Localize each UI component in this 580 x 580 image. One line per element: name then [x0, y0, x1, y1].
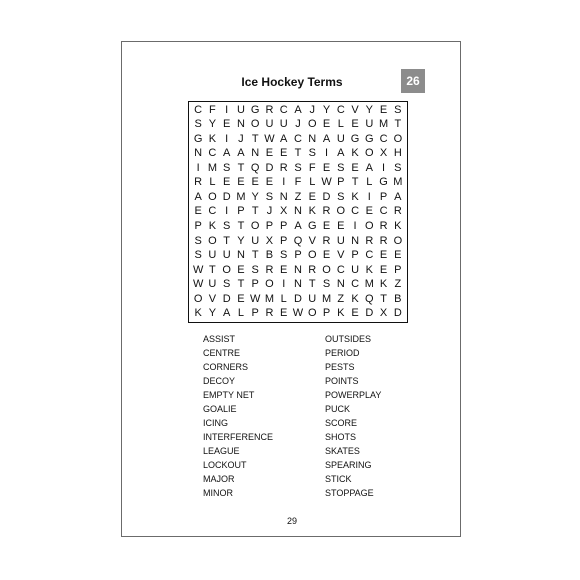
grid-cell: U — [208, 278, 217, 291]
puzzle-title: Ice Hockey Terms — [241, 75, 343, 89]
grid-cell: F — [308, 161, 316, 174]
grid-cell: T — [251, 205, 259, 218]
grid-cell: L — [209, 176, 216, 189]
grid-cell: I — [353, 220, 357, 233]
grid-cell: V — [351, 103, 359, 116]
grid-cell: B — [394, 292, 402, 305]
grid-cell: N — [294, 278, 302, 291]
word-list-item: PERIOD — [325, 348, 360, 358]
word-list-item: DECOY — [203, 376, 236, 386]
grid-cell: R — [265, 263, 274, 276]
grid-cell: E — [265, 147, 274, 160]
grid-cell: Z — [337, 292, 345, 305]
word-list-item: POINTS — [325, 376, 359, 386]
word-list-item: STICK — [325, 474, 352, 484]
grid-cell: G — [365, 132, 374, 145]
grid-cell: S — [394, 161, 402, 174]
grid-cell: E — [308, 190, 316, 203]
grid-cell: C — [208, 147, 217, 160]
grid-cell: C — [365, 249, 374, 262]
grid-cell: S — [194, 234, 202, 247]
word-list-item: SKATES — [325, 446, 360, 456]
grid-cell: K — [365, 263, 373, 276]
word-list-item: EMPTY NET — [203, 390, 255, 400]
grid-cell: W — [321, 176, 332, 189]
grid-cell: G — [350, 132, 360, 145]
grid-cell: S — [308, 147, 316, 160]
grid-cell: W — [292, 307, 304, 320]
grid-cell: E — [365, 205, 373, 218]
grid-cell: E — [379, 263, 388, 276]
grid-cell: M — [321, 292, 332, 305]
grid-cell: S — [194, 118, 202, 131]
grid-cell: A — [194, 190, 202, 203]
word-list — [122, 332, 462, 512]
grid-cell: E — [280, 147, 288, 160]
grid-cell: T — [237, 161, 245, 174]
grid-cell: N — [308, 132, 317, 145]
word-list-right-column — [325, 332, 381, 500]
grid-cell: C — [336, 103, 345, 116]
grid-cell: K — [394, 220, 402, 233]
grid-cell: U — [336, 132, 345, 145]
grid-cell: P — [379, 190, 388, 203]
grid-cell: K — [337, 307, 345, 320]
grid-cell: I — [324, 147, 329, 160]
grid-cell: E — [251, 176, 259, 189]
grid-cell: C — [294, 132, 302, 145]
grid-cell: G — [193, 132, 203, 145]
grid-cell: O — [208, 190, 217, 203]
grid-cell: K — [351, 190, 359, 203]
grid-cell: I — [367, 190, 371, 203]
grid-cell: C — [279, 103, 288, 116]
grid-cell: K — [208, 220, 217, 233]
grid-cell: E — [351, 161, 359, 174]
word-list-item: MAJOR — [203, 474, 235, 484]
grid-cell: A — [294, 103, 302, 116]
grid-cell: L — [309, 176, 316, 189]
grid-cell: T — [251, 132, 259, 145]
grid-cell: P — [251, 307, 259, 320]
grid-cell: E — [351, 118, 359, 131]
grid-cell: U — [351, 263, 360, 276]
grid-cell: T — [209, 263, 216, 276]
grid-cell: Y — [237, 234, 245, 247]
grid-cell: K — [308, 205, 316, 218]
grid-cell: I — [196, 161, 200, 174]
word-list-item: GOALIE — [203, 404, 237, 414]
grid-cell: S — [222, 220, 231, 233]
grid-cell: T — [380, 292, 387, 305]
grid-cell: E — [237, 263, 245, 276]
grid-cell: O — [322, 263, 331, 276]
grid-cell: C — [208, 205, 217, 218]
grid-cell: A — [365, 161, 373, 174]
word-list-item: PESTS — [325, 362, 355, 372]
grid-cell: N — [236, 249, 245, 262]
grid-cell: N — [336, 278, 345, 291]
grid-cell: Q — [365, 292, 374, 305]
grid-cell: I — [282, 278, 286, 291]
grid-cell: M — [364, 278, 374, 291]
word-list-item: PUCK — [325, 404, 351, 414]
word-list-item: LEAGUE — [203, 446, 240, 456]
grid-cell: Y — [251, 190, 259, 203]
word-list-item: INTERFERENCE — [203, 432, 274, 442]
grid-cell: C — [379, 205, 388, 218]
grid-cell: L — [366, 176, 373, 189]
grid-cell: L — [280, 292, 287, 305]
letter-grid — [188, 101, 408, 323]
grid-cell: E — [280, 307, 288, 320]
grid-cell: W — [250, 292, 261, 305]
grid-cell: U — [222, 249, 231, 262]
grid-cell: U — [251, 234, 260, 247]
grid-cell: O — [365, 220, 374, 233]
grid-cell: E — [351, 307, 359, 320]
grid-cell: P — [394, 263, 402, 276]
grid-cell: Y — [208, 118, 217, 131]
grid-cell: J — [266, 205, 273, 218]
word-list-item: SPEARING — [325, 460, 372, 470]
grid-cell: J — [238, 132, 244, 145]
grid-cell: T — [237, 220, 245, 233]
grid-cell: R — [365, 234, 374, 247]
grid-cell: R — [379, 220, 388, 233]
grid-cell: S — [280, 249, 288, 262]
grid-cell: Y — [322, 103, 331, 116]
grid-cell: I — [382, 161, 386, 174]
grid-cell: I — [225, 132, 229, 145]
grid-cell: U — [208, 249, 217, 262]
grid-cell: M — [236, 190, 246, 203]
grid-cell: T — [351, 176, 359, 189]
word-list-item: MINOR — [203, 488, 233, 498]
grid-cell: S — [294, 161, 302, 174]
word-list-item: SCORE — [325, 418, 358, 428]
grid-cell: X — [265, 234, 274, 247]
grid-cell: N — [194, 147, 203, 160]
grid-cell: U — [236, 103, 245, 116]
grid-cell: A — [394, 190, 402, 203]
grid-cell: O — [393, 234, 403, 247]
grid-cell: S — [222, 278, 231, 291]
grid-cell: E — [237, 292, 245, 305]
grid-cell: E — [322, 161, 331, 174]
word-list-item: STOPPAGE — [325, 488, 374, 498]
grid-cell: A — [237, 147, 245, 160]
grid-cell: E — [337, 220, 345, 233]
grid-cell: V — [337, 249, 345, 262]
grid-cell: E — [265, 176, 274, 189]
grid-cell: N — [294, 205, 302, 218]
grid-cell: D — [322, 190, 331, 203]
grid-cell: Z — [394, 278, 402, 291]
grid-cell: T — [394, 118, 402, 131]
grid-cell: E — [322, 220, 331, 233]
word-list-left-column — [203, 332, 273, 500]
grid-cell: T — [223, 234, 231, 247]
grid-cell: O — [393, 132, 403, 145]
grid-cell: E — [222, 176, 231, 189]
grid-cell: A — [222, 147, 231, 160]
grid-cell: W — [192, 278, 204, 291]
grid-cell: O — [336, 205, 346, 218]
grid-cell: U — [336, 234, 345, 247]
grid-cell: S — [322, 278, 331, 291]
grid-cell: X — [280, 205, 288, 218]
grid-cell: T — [308, 278, 316, 291]
grid-cell: P — [322, 307, 331, 320]
grid-cell: D — [393, 307, 402, 320]
grid-cell: C — [194, 103, 203, 116]
grid-cell: E — [237, 176, 245, 189]
grid-cell: T — [237, 278, 245, 291]
grid-cell: M — [393, 176, 403, 189]
grid-cell: M — [207, 161, 217, 174]
grid-cell: R — [379, 234, 388, 247]
word-list-item: POWERPLAY — [325, 390, 382, 400]
grid-cell: O — [307, 249, 317, 262]
grid-cell: G — [250, 103, 260, 116]
word-list-item: LOCKOUT — [203, 460, 247, 470]
grid-cell: F — [294, 176, 302, 189]
grid-cell: P — [337, 176, 345, 189]
grid-cell: Y — [208, 307, 217, 320]
grid-cell: S — [222, 161, 231, 174]
grid-cell: M — [264, 292, 275, 305]
word-list-item: CENTRE — [203, 348, 241, 358]
grid-cell: I — [225, 205, 229, 218]
grid-cell: M — [379, 118, 389, 131]
grid-cell: L — [237, 307, 244, 320]
grid-cell: T — [294, 147, 302, 160]
grid-cell: E — [379, 103, 388, 116]
grid-cell: C — [336, 263, 345, 276]
grid-cell: S — [194, 249, 202, 262]
grid-cell: U — [265, 118, 274, 131]
grid-cell: S — [251, 263, 259, 276]
grid-cell: E — [280, 263, 288, 276]
grid-cell: U — [365, 118, 374, 131]
grid-cell: D — [222, 190, 231, 203]
grid-cell: G — [307, 220, 317, 233]
grid-cell: J — [309, 103, 315, 116]
grid-cell: C — [351, 278, 360, 291]
grid-cell: E — [394, 249, 402, 262]
grid-cell: P — [194, 220, 202, 233]
grid-cell: O — [208, 234, 217, 247]
grid-cell: O — [307, 118, 317, 131]
grid-cell: D — [294, 292, 302, 305]
grid-cell: D — [265, 161, 274, 174]
grid-cell: K — [208, 132, 217, 145]
grid-cell: F — [209, 103, 216, 116]
word-list-item: SHOTS — [325, 432, 357, 442]
grid-cell: R — [265, 307, 274, 320]
grid-cell: O — [193, 292, 203, 305]
grid-cell: O — [307, 307, 317, 320]
grid-cell: V — [208, 292, 217, 305]
grid-cell: O — [222, 263, 231, 276]
grid-cell: E — [322, 118, 331, 131]
puzzle-page — [121, 41, 461, 537]
grid-cell: S — [337, 190, 345, 203]
grid-cell: I — [225, 103, 229, 116]
grid-cell: S — [394, 103, 402, 116]
word-list-item: OUTSIDES — [325, 334, 372, 344]
grid-cell: A — [294, 220, 302, 233]
grid-cell: O — [250, 220, 260, 233]
grid-cell: Y — [365, 103, 373, 116]
grid-cell: E — [222, 118, 231, 131]
grid-cell: X — [379, 147, 388, 160]
grid-cell: K — [351, 147, 359, 160]
grid-cell: N — [279, 190, 288, 203]
grid-cell: A — [222, 307, 231, 320]
grid-cell: O — [365, 147, 374, 160]
word-list-item: ICING — [203, 418, 229, 428]
grid-cell: E — [379, 249, 388, 262]
grid-cell: N — [236, 118, 245, 131]
grid-cell: A — [280, 132, 288, 145]
grid-cell: Q — [293, 234, 303, 247]
grid-cell: K — [351, 292, 359, 305]
grid-cell: O — [265, 278, 274, 291]
grid-cell: E — [322, 249, 331, 262]
grid-cell: R — [194, 176, 203, 189]
grid-cell: L — [337, 118, 344, 131]
grid-cell: E — [194, 205, 202, 218]
grid-cell: W — [192, 263, 204, 276]
grid-cell: N — [251, 147, 260, 160]
grid-cell: Q — [250, 161, 260, 174]
grid-cell: I — [282, 176, 286, 189]
grid-cell: D — [365, 307, 374, 320]
grid-cell: X — [379, 307, 388, 320]
grid-cell: P — [237, 205, 245, 218]
grid-cell: W — [264, 132, 275, 145]
word-list-item: ASSIST — [203, 334, 236, 344]
grid-cell: G — [379, 176, 388, 189]
grid-cell: N — [294, 263, 302, 276]
grid-cell: S — [337, 161, 345, 174]
grid-cell: O — [250, 118, 260, 131]
grid-cell: C — [379, 132, 388, 145]
page-number: 29 — [286, 516, 297, 526]
grid-cell: U — [279, 118, 288, 131]
grid-cell: S — [265, 190, 274, 203]
grid-cell: B — [265, 249, 274, 262]
grid-cell: K — [379, 278, 388, 291]
word-list-item: CORNERS — [203, 362, 249, 372]
grid-cell: P — [280, 234, 288, 247]
grid-cell: P — [265, 220, 274, 233]
grid-cell: J — [295, 118, 301, 131]
grid-cell: R — [279, 161, 288, 174]
grid-cell: P — [251, 278, 259, 291]
grid-cell: R — [265, 103, 274, 116]
grid-cell: P — [280, 220, 288, 233]
grid-cell: R — [322, 234, 331, 247]
grid-cell: D — [222, 292, 231, 305]
grid-cell: C — [351, 205, 360, 218]
grid-cell: N — [351, 234, 360, 247]
grid-cell: A — [322, 132, 331, 145]
grid-cell: H — [393, 147, 402, 160]
puzzle-number-badge: 26 — [401, 69, 425, 93]
grid-cell: P — [351, 249, 359, 262]
grid-cell: V — [308, 234, 316, 247]
grid-cell: K — [194, 307, 202, 320]
grid-cell: R — [308, 263, 317, 276]
grid-cell: U — [308, 292, 317, 305]
grid-cell: R — [393, 205, 402, 218]
grid-cell: T — [251, 249, 259, 262]
grid-cell: P — [294, 249, 302, 262]
grid-cell: A — [337, 147, 345, 160]
grid-cell: R — [322, 205, 331, 218]
grid-cell: Z — [294, 190, 302, 203]
